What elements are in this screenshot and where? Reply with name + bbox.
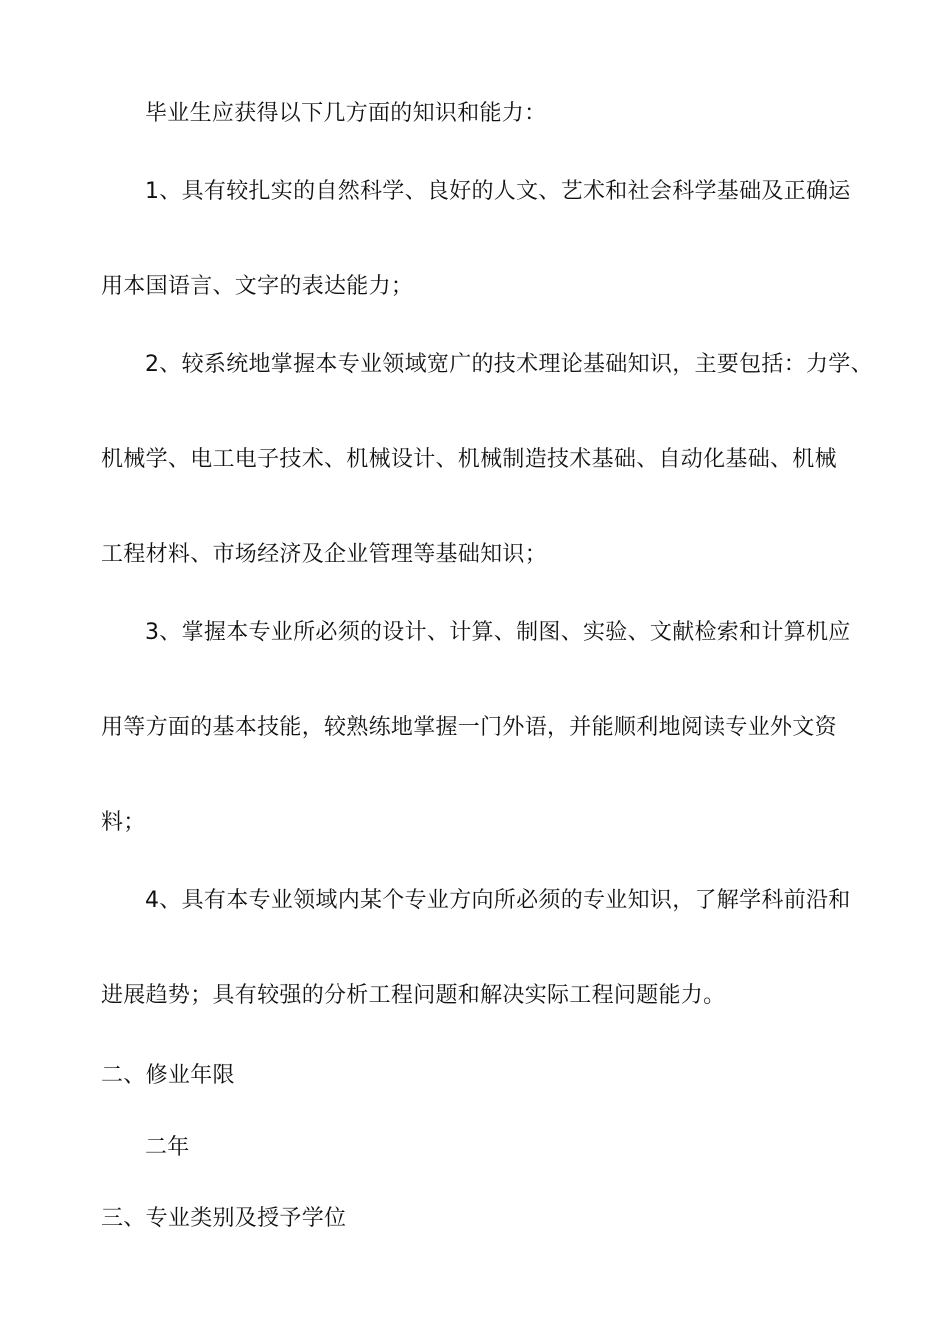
item-1-line-2: 用本国语言、文字的表达能力； — [101, 274, 414, 299]
item-1-line-1: 1、具有较扎实的自然科学、良好的人文、艺术和社会科学基础及正确运 — [145, 179, 851, 204]
item-2-line-2: 机械学、电工电子技术、机械设计、机械制造技术基础、自动化基础、机械 — [101, 447, 837, 472]
item-2-line-3: 工程材料、市场经济及企业管理等基础知识； — [101, 542, 548, 567]
section-2-heading: 二、修业年限 — [101, 1063, 235, 1088]
item-3-line-2: 用等方面的基本技能，较熟练地掌握一门外语，并能顺利地阅读专业外文资 — [101, 715, 837, 740]
item-4-line-1: 4、具有本专业领域内某个专业方向所必须的专业知识，了解学科前沿和 — [145, 888, 851, 913]
item-3-line-1: 3、掌握本专业所必须的设计、计算、制图、实验、文献检索和计算机应 — [145, 620, 851, 645]
item-4-line-2: 进展趋势；具有较强的分析工程问题和解决实际工程问题能力。 — [101, 983, 726, 1008]
section-2-body: 二年 — [145, 1135, 190, 1160]
intro-paragraph: 毕业生应获得以下几方面的知识和能力： — [145, 101, 547, 126]
section-3-heading: 三、专业类别及授予学位 — [101, 1206, 347, 1231]
item-2-line-1: 2、较系统地掌握本专业领域宽广的技术理论基础知识，主要包括：力学、 — [145, 352, 873, 377]
item-3-line-3: 料； — [101, 810, 146, 835]
